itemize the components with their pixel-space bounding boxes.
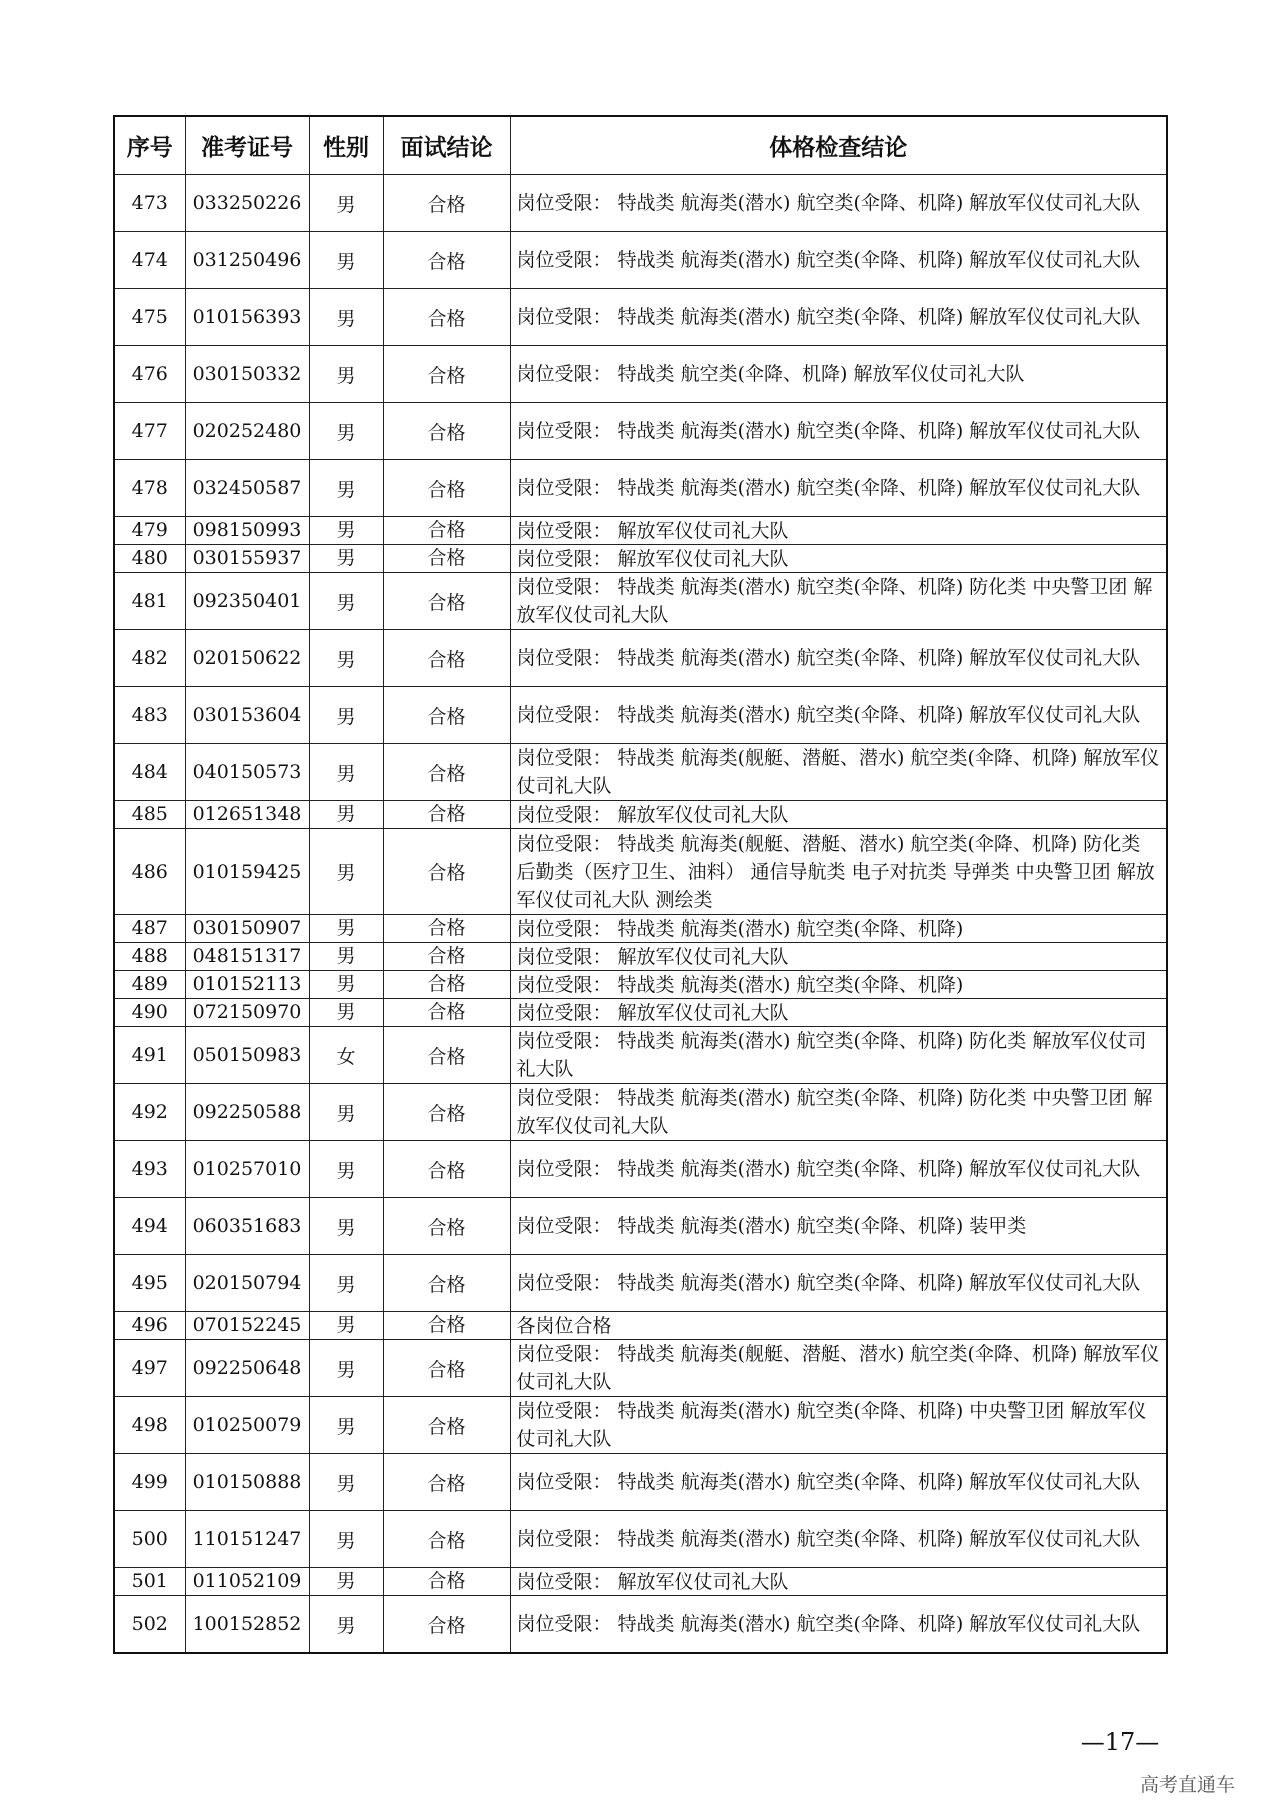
cell-sex: 男 [309, 971, 383, 999]
cell-sex: 男 [309, 460, 383, 517]
cell-physical: 岗位受限： 特战类 航海类(潜水) 航空类(伞降、机降) 防化类 中央警卫团 解放军仪仗司礼大队 [510, 573, 1167, 630]
cell-exam-id: 072150970 [185, 999, 309, 1027]
cell-serial: 502 [114, 1596, 185, 1654]
cell-interview: 合格 [383, 1511, 510, 1568]
cell-sex: 男 [309, 1340, 383, 1397]
cell-exam-id: 031250496 [185, 232, 309, 289]
cell-serial: 477 [114, 403, 185, 460]
cell-serial: 492 [114, 1084, 185, 1141]
cell-interview: 合格 [383, 232, 510, 289]
table-row [114, 971, 1167, 999]
table-row [114, 1397, 1167, 1454]
cell-exam-id: 092350401 [185, 573, 309, 630]
cell-serial: 490 [114, 999, 185, 1027]
cell-interview: 合格 [383, 1027, 510, 1084]
cell-interview: 合格 [383, 1198, 510, 1255]
table-row [114, 175, 1167, 232]
table-row [114, 1511, 1167, 1568]
cell-sex: 男 [309, 517, 383, 545]
table-row [114, 1312, 1167, 1340]
cell-physical: 岗位受限： 特战类 航海类(潜水) 航空类(伞降、机降) 解放军仪仗司礼大队 [510, 232, 1167, 289]
cell-interview: 合格 [383, 573, 510, 630]
cell-serial: 501 [114, 1568, 185, 1596]
cell-serial: 485 [114, 801, 185, 829]
cell-serial: 500 [114, 1511, 185, 1568]
cell-serial: 498 [114, 1397, 185, 1454]
cell-interview: 合格 [383, 1397, 510, 1454]
cell-serial: 493 [114, 1141, 185, 1198]
cell-interview: 合格 [383, 943, 510, 971]
cell-interview: 合格 [383, 1312, 510, 1340]
cell-sex: 女 [309, 1027, 383, 1084]
cell-interview: 合格 [383, 1084, 510, 1141]
cell-exam-id: 010257010 [185, 1141, 309, 1198]
table-row [114, 829, 1167, 915]
table-row [114, 1027, 1167, 1084]
table-row [114, 289, 1167, 346]
table-header [114, 116, 1167, 175]
table-row [114, 460, 1167, 517]
cell-serial: 487 [114, 915, 185, 943]
cell-interview: 合格 [383, 1255, 510, 1312]
cell-serial: 473 [114, 175, 185, 232]
table-row [114, 573, 1167, 630]
cell-exam-id: 010152113 [185, 971, 309, 999]
cell-sex: 男 [309, 346, 383, 403]
cell-sex: 男 [309, 1198, 383, 1255]
cell-physical: 岗位受限： 特战类 航海类(潜水) 航空类(伞降、机降) 防化类 解放军仪仗司礼大队 [510, 1027, 1167, 1084]
table-row [114, 687, 1167, 744]
cell-serial: 478 [114, 460, 185, 517]
cell-interview: 合格 [383, 175, 510, 232]
cell-physical: 岗位受限： 特战类 航海类(潜水) 航空类(伞降、机降) 解放军仪仗司礼大队 [510, 1596, 1167, 1654]
cell-interview: 合格 [383, 744, 510, 801]
cell-sex: 男 [309, 1397, 383, 1454]
cell-exam-id: 033250226 [185, 175, 309, 232]
table-row [114, 630, 1167, 687]
table-row [114, 1454, 1167, 1511]
cell-exam-id: 040150573 [185, 744, 309, 801]
cell-serial: 489 [114, 971, 185, 999]
cell-physical: 岗位受限： 解放军仪仗司礼大队 [510, 801, 1167, 829]
cell-interview: 合格 [383, 1141, 510, 1198]
cell-physical: 岗位受限： 特战类 航海类(潜水) 航空类(伞降、机降) 防化类 中央警卫团 解放军仪仗司礼大队 [510, 1084, 1167, 1141]
cell-exam-id: 011052109 [185, 1568, 309, 1596]
cell-serial: 495 [114, 1255, 185, 1312]
cell-serial: 486 [114, 829, 185, 915]
cell-sex: 男 [309, 744, 383, 801]
cell-exam-id: 092250588 [185, 1084, 309, 1141]
cell-interview: 合格 [383, 346, 510, 403]
cell-exam-id: 030150907 [185, 915, 309, 943]
table-body [114, 175, 1167, 1654]
cell-interview: 合格 [383, 1568, 510, 1596]
cell-exam-id: 030150332 [185, 346, 309, 403]
cell-exam-id: 030153604 [185, 687, 309, 744]
cell-exam-id: 032450587 [185, 460, 309, 517]
header-sex: 性别 [309, 116, 383, 175]
cell-physical: 岗位受限： 特战类 航海类(潜水) 航空类(伞降、机降) 解放军仪仗司礼大队 [510, 1141, 1167, 1198]
cell-serial: 479 [114, 517, 185, 545]
cell-exam-id: 092250648 [185, 1340, 309, 1397]
cell-sex: 男 [309, 1596, 383, 1654]
cell-serial: 497 [114, 1340, 185, 1397]
cell-sex: 男 [309, 829, 383, 915]
cell-sex: 男 [309, 545, 383, 573]
cell-sex: 男 [309, 630, 383, 687]
cell-physical: 岗位受限： 解放军仪仗司礼大队 [510, 1568, 1167, 1596]
cell-sex: 男 [309, 943, 383, 971]
cell-physical: 岗位受限： 特战类 航海类(舰艇、潜艇、潜水) 航空类(伞降、机降) 防化类 后勤类（医疗卫生、油料） 通信导航类 电子对抗类 导弹类 中央警卫团 解放军仪仗司礼大队 测绘类 [510, 829, 1167, 915]
table-row [114, 545, 1167, 573]
cell-sex: 男 [309, 573, 383, 630]
cell-physical: 各岗位合格 [510, 1312, 1167, 1340]
header-physical: 体格检查结论 [510, 116, 1167, 175]
table-row [114, 1198, 1167, 1255]
cell-serial: 494 [114, 1198, 185, 1255]
header-interview: 面试结论 [383, 116, 510, 175]
cell-physical: 岗位受限： 特战类 航海类(潜水) 航空类(伞降、机降) 解放军仪仗司礼大队 [510, 460, 1167, 517]
cell-interview: 合格 [383, 517, 510, 545]
table-row [114, 915, 1167, 943]
table-row [114, 403, 1167, 460]
cell-physical: 岗位受限： 特战类 航海类(潜水) 航空类(伞降、机降) [510, 971, 1167, 999]
cell-sex: 男 [309, 1084, 383, 1141]
cell-physical: 岗位受限： 解放军仪仗司礼大队 [510, 517, 1167, 545]
cell-serial: 474 [114, 232, 185, 289]
cell-interview: 合格 [383, 999, 510, 1027]
cell-exam-id: 048151317 [185, 943, 309, 971]
cell-physical: 岗位受限： 解放军仪仗司礼大队 [510, 999, 1167, 1027]
table-row [114, 801, 1167, 829]
cell-exam-id: 010156393 [185, 289, 309, 346]
table-row [114, 744, 1167, 801]
table-row [114, 1340, 1167, 1397]
cell-exam-id: 070152245 [185, 1312, 309, 1340]
table-row [114, 1596, 1167, 1654]
cell-interview: 合格 [383, 1454, 510, 1511]
cell-exam-id: 010150888 [185, 1454, 309, 1511]
cell-interview: 合格 [383, 801, 510, 829]
cell-sex: 男 [309, 1454, 383, 1511]
table-row [114, 999, 1167, 1027]
cell-exam-id: 100152852 [185, 1596, 309, 1654]
header-exam-id: 准考证号 [185, 116, 309, 175]
page-number: —17— [1080, 1728, 1160, 1756]
cell-interview: 合格 [383, 403, 510, 460]
cell-interview: 合格 [383, 971, 510, 999]
cell-exam-id: 010250079 [185, 1397, 309, 1454]
cell-exam-id: 020150794 [185, 1255, 309, 1312]
cell-serial: 480 [114, 545, 185, 573]
cell-serial: 475 [114, 289, 185, 346]
cell-serial: 488 [114, 943, 185, 971]
cell-physical: 岗位受限： 特战类 航海类(潜水) 航空类(伞降、机降) 解放军仪仗司礼大队 [510, 1511, 1167, 1568]
cell-exam-id: 020252480 [185, 403, 309, 460]
table-row [114, 517, 1167, 545]
cell-physical: 岗位受限： 特战类 航海类(潜水) 航空类(伞降、机降) 解放军仪仗司礼大队 [510, 1454, 1167, 1511]
cell-exam-id: 010159425 [185, 829, 309, 915]
cell-physical: 岗位受限： 特战类 航空类(伞降、机降) 解放军仪仗司礼大队 [510, 346, 1167, 403]
cell-interview: 合格 [383, 289, 510, 346]
table-row [114, 1568, 1167, 1596]
cell-sex: 男 [309, 1141, 383, 1198]
cell-serial: 491 [114, 1027, 185, 1084]
cell-exam-id: 012651348 [185, 801, 309, 829]
cell-interview: 合格 [383, 1340, 510, 1397]
table-row [114, 232, 1167, 289]
cell-physical: 岗位受限： 解放军仪仗司礼大队 [510, 943, 1167, 971]
cell-physical: 岗位受限： 特战类 航海类(潜水) 航空类(伞降、机降) 解放军仪仗司礼大队 [510, 289, 1167, 346]
cell-interview: 合格 [383, 545, 510, 573]
cell-physical: 岗位受限： 特战类 航海类(潜水) 航空类(伞降、机降) 中央警卫团 解放军仪仗司礼大队 [510, 1397, 1167, 1454]
cell-serial: 483 [114, 687, 185, 744]
cell-exam-id: 098150993 [185, 517, 309, 545]
cell-physical: 岗位受限： 特战类 航海类(潜水) 航空类(伞降、机降) 解放军仪仗司礼大队 [510, 687, 1167, 744]
table-row [114, 943, 1167, 971]
table-row [114, 1084, 1167, 1141]
cell-sex: 男 [309, 1568, 383, 1596]
cell-exam-id: 110151247 [185, 1511, 309, 1568]
cell-serial: 484 [114, 744, 185, 801]
cell-physical: 岗位受限： 解放军仪仗司礼大队 [510, 545, 1167, 573]
cell-physical: 岗位受限： 特战类 航海类(潜水) 航空类(伞降、机降) 解放军仪仗司礼大队 [510, 175, 1167, 232]
header-row [114, 116, 1167, 175]
table-row [114, 1255, 1167, 1312]
cell-interview: 合格 [383, 829, 510, 915]
cell-serial: 496 [114, 1312, 185, 1340]
header-serial: 序号 [114, 116, 185, 175]
cell-sex: 男 [309, 1511, 383, 1568]
cell-sex: 男 [309, 403, 383, 460]
cell-serial: 476 [114, 346, 185, 403]
cell-physical: 岗位受限： 特战类 航海类(潜水) 航空类(伞降、机降) 解放军仪仗司礼大队 [510, 403, 1167, 460]
cell-sex: 男 [309, 175, 383, 232]
table-row [114, 1141, 1167, 1198]
cell-interview: 合格 [383, 630, 510, 687]
watermark-text: 高考直通车 [1140, 1774, 1236, 1796]
cell-physical: 岗位受限： 特战类 航海类(潜水) 航空类(伞降、机降) 装甲类 [510, 1198, 1167, 1255]
results-table [113, 115, 1168, 1654]
cell-exam-id: 050150983 [185, 1027, 309, 1084]
cell-interview: 合格 [383, 460, 510, 517]
cell-sex: 男 [309, 1312, 383, 1340]
cell-exam-id: 020150622 [185, 630, 309, 687]
cell-sex: 男 [309, 289, 383, 346]
cell-sex: 男 [309, 999, 383, 1027]
cell-serial: 481 [114, 573, 185, 630]
cell-physical: 岗位受限： 特战类 航海类(潜水) 航空类(伞降、机降) 解放军仪仗司礼大队 [510, 630, 1167, 687]
cell-serial: 482 [114, 630, 185, 687]
cell-physical: 岗位受限： 特战类 航海类(潜水) 航空类(伞降、机降) 解放军仪仗司礼大队 [510, 1255, 1167, 1312]
cell-physical: 岗位受限： 特战类 航海类(舰艇、潜艇、潜水) 航空类(伞降、机降) 解放军仪仗司礼大队 [510, 1340, 1167, 1397]
cell-sex: 男 [309, 915, 383, 943]
cell-sex: 男 [309, 232, 383, 289]
cell-exam-id: 060351683 [185, 1198, 309, 1255]
cell-interview: 合格 [383, 1596, 510, 1654]
cell-physical: 岗位受限： 特战类 航海类(潜水) 航空类(伞降、机降) [510, 915, 1167, 943]
table-row [114, 346, 1167, 403]
cell-physical: 岗位受限： 特战类 航海类(舰艇、潜艇、潜水) 航空类(伞降、机降) 解放军仪仗司礼大队 [510, 744, 1167, 801]
cell-sex: 男 [309, 801, 383, 829]
cell-serial: 499 [114, 1454, 185, 1511]
cell-interview: 合格 [383, 687, 510, 744]
cell-interview: 合格 [383, 915, 510, 943]
cell-sex: 男 [309, 1255, 383, 1312]
cell-exam-id: 030155937 [185, 545, 309, 573]
cell-sex: 男 [309, 687, 383, 744]
